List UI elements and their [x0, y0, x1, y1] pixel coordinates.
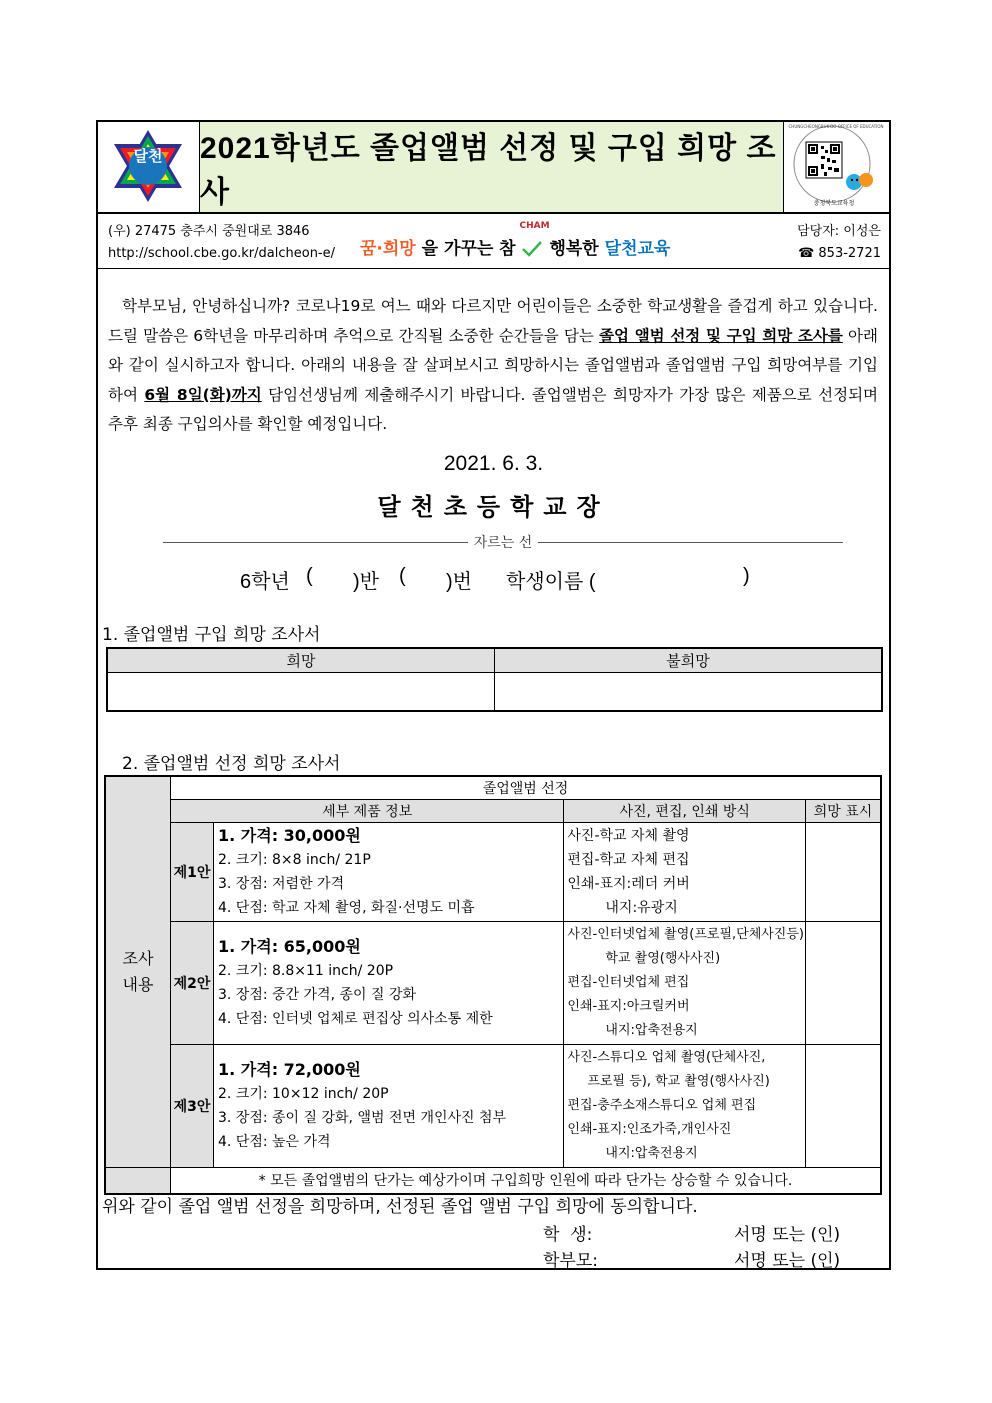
class-label[interactable]: )반 [353, 571, 379, 593]
col-detail: 세부 제품 정보 [171, 800, 564, 823]
price-note: * 모든 졸업앨범의 단가는 예상가이며 구입희망 인원에 따라 단가는 상승할 수 있습니다. [171, 1168, 882, 1194]
section1-title: 1. 졸업앨범 구입 희망 조사서 [102, 625, 321, 645]
student-name-close: ) [743, 565, 750, 587]
parent-sign-label: 학부모: [543, 1251, 598, 1271]
phone-number: ☎ 853-2721 [798, 246, 881, 261]
agreement-text: 위와 같이 졸업 앨범 선정을 희망하며, 선정된 졸업 앨범 구입 희망에 동의합니다. [102, 1197, 698, 1217]
principal-title: 달천초등학교장 [377, 493, 610, 521]
issue-date: 2021. 6. 3. [443, 452, 544, 475]
section2-title: 2. 졸업앨범 선정 희망 조사서 [122, 754, 341, 774]
option-3-details: 1. 가격: 72,000원 2. 크기: 10×12 inch/ 20P 3. 장점: 종이 질 강화, 앨범 전면 개인사진 첨부 4. 단점: 높은 가격 [214, 1045, 564, 1168]
header-divider [98, 268, 889, 269]
number-open: ( [399, 565, 406, 587]
letter-part-1: 학부모님, 안녕하십니까? 코로나19로 여느 때와 다르지만 어린이들은 소중한 학교생활을 즐겁게 하고 있습니다. 드릴 말씀은 6학년을 마무리하며 추억으로 간직될 소중한 순간들을 담는 [108, 297, 878, 345]
document-frame [96, 120, 891, 1270]
survey-content-label: 조사 내용 [105, 776, 171, 1168]
group-header: 졸업앨범 선정 [171, 776, 882, 800]
option-1-details: 1. 가격: 30,000원 2. 크기: 8×8 inch/ 21P 3. 장점: 저렴한 가격 4. 단점: 학교 자체 촬영, 화질·선명도 미흡 [214, 823, 564, 922]
class-open: ( [306, 565, 313, 587]
student-grade: 6학년 [240, 571, 290, 593]
option-1-label: 제1안 [171, 823, 214, 922]
office-seal-text: CHUNGCHEONGBUK-DO OFFICE OF EDUCATION [788, 124, 884, 129]
logo-text: 달천 [133, 147, 163, 165]
slogan-dalcheon: 달천교육 [604, 239, 671, 259]
slogan-cham: CHAM [519, 221, 550, 231]
option-2-method: 사진-인터넷업체 촬영(프로필,단체사진등) 학교 촬영(행사사진) 편집-인터넷업체 편집 인쇄-표지:아크릴커버 내지:압축전용지 [564, 922, 806, 1045]
student-sign-field[interactable]: 서명 또는 (인) [734, 1225, 841, 1245]
letter-part-3: 담임선생님께 제출해주시기 바랍니다. 졸업앨범은 희망자가 가장 많은 제품으로 선정되며 추후 최종 구입의사를 확인할 예정입니다. [108, 385, 879, 433]
option-3-method: 사진-스튜디오 업체 촬영(단체사진, 프로필 등), 학교 촬영(행사사진) 편집-충주소재스튜디오 업체 편집 인쇄-표지:인조가죽,개인사진 내지:압축전용지 [564, 1045, 806, 1168]
address: (우) 27475 충주시 중원대로 3846 [108, 224, 310, 239]
manager-name: 담당자: 이성은 [797, 224, 881, 239]
number-label[interactable]: )번 [446, 571, 472, 593]
slogan-happy: 행복한 [549, 239, 599, 259]
option-1-mark-cell[interactable] [806, 823, 882, 922]
cut-line [163, 532, 843, 552]
slogan-dream: 꿈·희망 [360, 239, 416, 259]
letter-highlight-2: 6월 8일(화)까지 [144, 385, 262, 404]
office-name: 충청북도교육청 [813, 200, 855, 207]
letter-part-2: 아래와 같이 실시하고자 합니다. 아래의 내용을 잘 살펴보시고 희망하시는 졸업앨범과 졸업앨범 구입 희망여부를 기입하여 [108, 326, 878, 404]
option-2-mark-cell[interactable] [806, 922, 882, 1045]
student-name-label[interactable]: 학생이름 ( [506, 571, 596, 593]
album-selection-table [104, 775, 882, 1195]
cut-line-label: 자르는 선 [473, 535, 533, 551]
school-logo [98, 122, 200, 214]
letter-highlight-1: 졸업 앨범 선정 및 구입 희망 조사를 [599, 326, 843, 345]
option-3-label: 제3안 [171, 1045, 214, 1168]
option-2-label: 제2안 [171, 922, 214, 1045]
col-mark: 희망 표시 [806, 800, 882, 823]
not-want-checkbox-cell[interactable] [495, 673, 883, 711]
col-want: 희망 [107, 648, 495, 673]
purchase-survey-table [106, 647, 883, 712]
slogan [360, 221, 671, 259]
check-mark-icon [519, 221, 550, 259]
col-not-want: 불희망 [495, 648, 883, 673]
option-3-mark-cell[interactable] [806, 1045, 882, 1168]
title-banner [200, 122, 783, 214]
slogan-text: 을 가꾸는 참 [421, 239, 516, 259]
parent-sign-field[interactable]: 서명 또는 (인) [734, 1251, 841, 1271]
student-sign-label: 학 생: [543, 1225, 593, 1245]
page-title: 2021학년도 졸업앨범 선정 및 구입 희망 조사 [200, 132, 777, 209]
col-method: 사진, 편집, 인쇄 방식 [564, 800, 806, 823]
website-link[interactable]: http://school.cbe.go.kr/dalcheon-e/ [108, 246, 336, 261]
option-1-method: 사진-학교 자체 촬영 편집-학교 자체 편집 인쇄-표지:레더 커버 내지:유광지 [564, 823, 806, 922]
option-2-details: 1. 가격: 65,000원 2. 크기: 8.8×11 inch/ 20P 3. 장점: 중간 가격, 종이 질 강화 4. 단점: 인터넷 업체로 편집상 의사소통 제한 [214, 922, 564, 1045]
office-seal [783, 122, 889, 214]
want-checkbox-cell[interactable] [107, 673, 495, 711]
letter-body [108, 292, 878, 440]
